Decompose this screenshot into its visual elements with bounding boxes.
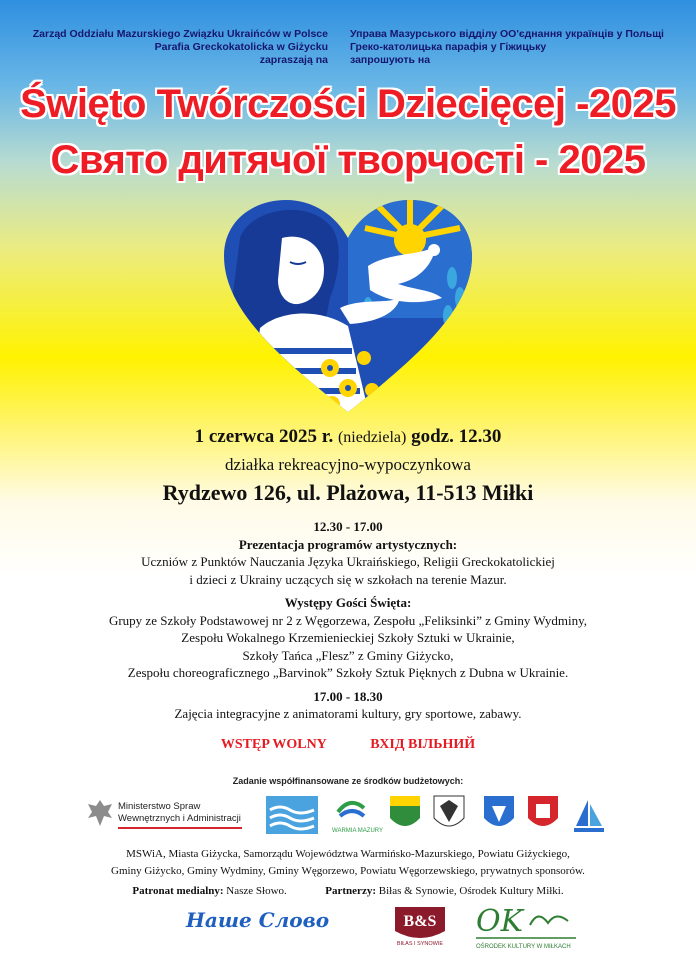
free-entry-ua: ВХІД ВІЛЬНИЙ <box>370 737 476 752</box>
mswia-line-1: Ministerstwo Spraw <box>118 801 201 812</box>
partners-value: Biłas & Synowie, Ośrodek Kultury Miłki. <box>378 885 564 897</box>
warmia-mazury-logo <box>332 803 383 834</box>
bs-logo-text: B&S <box>403 913 437 930</box>
patronage-line <box>0 885 696 897</box>
header-right-line-2: Греко-католицька парафія у Гіжицьку <box>350 41 547 53</box>
sponsors-list <box>0 846 696 880</box>
program-text-2c: Szkoły Tańca „Flesz” z Gminy Giżycko, <box>242 647 454 663</box>
heart-illustration-icon <box>220 198 476 418</box>
coat-of-arms-icon <box>390 796 420 826</box>
program-text-3: Zajęcia integracyjne z animatorami kultury, gry sportowe, zabawy. <box>174 706 522 721</box>
coat-of-arms-icon <box>434 796 464 826</box>
header-right-line-1: Управа Мазурського відділу ОО'єднання українців у Польщі <box>350 28 664 40</box>
program <box>0 518 696 723</box>
title-ukrainian: Свято дитячої творчості - 2025 <box>50 138 646 182</box>
ok-logo-text: OK <box>476 904 524 939</box>
organizers-ua <box>350 28 680 67</box>
mswia-line-2: Wewnętrznych i Administracji <box>118 813 241 824</box>
program-text-2a: Grupy ze Szkoły Podstawowej nr 2 z Węgorzewa, Zespołu „Feliksinki” z Gminy Wydminy, <box>108 612 588 628</box>
sponsors-line-1: MSWiA, Miasta Giżycka, Samorządu Województwa Warmińsko-Mazurskiego, Powiatu Giżyckiego, <box>126 848 570 860</box>
program-time-1: 12.30 - 17.00 <box>313 519 383 534</box>
program-text-2b: Zespołu Wokalnego Krzemienieckiej Szkoły Sztuki w Ukrainie, <box>181 630 515 645</box>
media-patron-label: Patronat medialny: <box>132 885 224 897</box>
header-right-line-3: запрошують на <box>350 54 431 66</box>
header-left-line-2: Parafia Greckokatolicka w Giżycku <box>154 41 328 53</box>
event-time: godz. 12.30 <box>411 426 502 447</box>
program-text-1a: Uczniów z Punktów Nauczania Języka Ukraińskiego, Religii Greckokatolickiej <box>141 554 555 569</box>
ok-logo-sub: OŚRODEK KULTURY W MIŁKACH <box>476 944 571 950</box>
program-time-2: 17.00 - 18.30 <box>313 688 383 704</box>
header-left-line-3: zapraszają na <box>259 54 328 66</box>
sailboat-logo <box>574 800 604 832</box>
event-weekday: (niedziela) <box>337 429 407 446</box>
bs-logo-sub: BIŁAS I SYNOWIE <box>396 941 444 947</box>
program-text-2d: Zespołu choreograficznego „Barvinok” Szkoły Sztuk Pięknych z Dubna w Ukrainie. <box>127 665 569 680</box>
partners-label: Partnerzy: <box>325 885 376 897</box>
media-patron-value: Nasze Słowo. <box>226 885 287 897</box>
event-address: Rydzewo 126, ul. Plażowa, 11-513 Miłki <box>162 480 534 505</box>
event-date: 1 czerwca 2025 r. <box>194 426 334 447</box>
gizycko-logo <box>266 796 318 834</box>
warmia-label: WARMIA MAZURY <box>332 828 384 834</box>
organizers-pl <box>28 28 328 67</box>
nashe-slovo-logo: Наше Слово <box>186 908 330 932</box>
coat-of-arms-icon <box>528 796 558 826</box>
sponsor-logos <box>86 794 616 838</box>
free-entry-pl: WSTĘP WOLNY <box>220 737 327 752</box>
program-text-1b: i dzieci z Ukrainy uczących się w szkołach na terenie Mazur. <box>189 571 507 587</box>
funding-task: Zadanie współfinansowane ze środków budżetowych: <box>232 776 464 786</box>
event-venue: działka rekreacyjno-wypoczynkowa <box>225 455 471 474</box>
program-heading-1: Prezentacja programów artystycznych: <box>238 536 458 552</box>
coat-of-arms-icon <box>484 796 514 826</box>
ok-milki-logo <box>472 901 582 951</box>
sponsors-line-2: Gminy Giżycko, Gminy Wydminy, Gminy Węgorzewo, Powiatu Węgorzewskiego, prywatnych sponsorów. <box>111 865 585 877</box>
bilas-synowie-logo <box>391 905 449 947</box>
header-left-line-1: Zarząd Oddziału Mazurskiego Związku Ukraińców w Polsce <box>32 28 328 40</box>
event-date-line <box>0 426 696 448</box>
program-heading-2: Występy Gości Święta: <box>284 595 412 610</box>
title-polish: Święto Twórczości Dziecięcej -2025 <box>20 82 676 126</box>
free-entry <box>0 737 696 753</box>
